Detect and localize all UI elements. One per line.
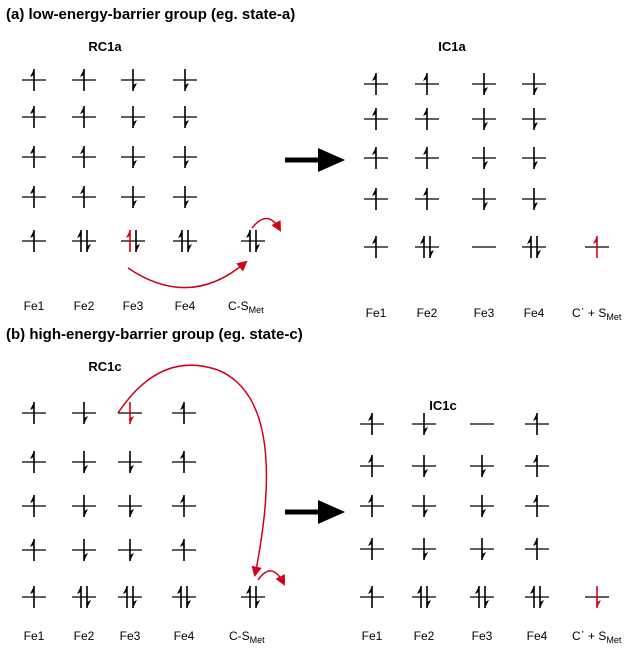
- orbital-level: [360, 538, 384, 560]
- orbital-level: [173, 146, 197, 168]
- orbital-level: [173, 186, 197, 208]
- orbital-level: [173, 230, 197, 252]
- orbital-level: [412, 538, 436, 560]
- orbital-level: [364, 236, 388, 258]
- orbital-level: [522, 73, 546, 95]
- orbital-level: [118, 539, 142, 561]
- orbital-level: [522, 108, 546, 130]
- reaction-arrow-b: [285, 500, 345, 524]
- orbital-level: [412, 495, 436, 517]
- col-label: Fe3: [122, 299, 144, 313]
- orbital-level: [172, 586, 196, 608]
- extra-col-label: $C-S_{Met}$: [228, 299, 264, 315]
- orbital-level: [172, 451, 196, 473]
- col-label: Fe3: [473, 306, 495, 320]
- orbital-level: [470, 455, 494, 477]
- orbital-level: [72, 495, 96, 517]
- panel-a-title: (a) low-energy-barrier group (eg. state-a): [6, 6, 296, 23]
- orbital-level: [22, 69, 46, 91]
- col-label: Fe4: [173, 629, 195, 643]
- orbital-level: [525, 413, 549, 435]
- orbital-level: [364, 188, 388, 210]
- extra-col-label: $C-S_{Met}$: [229, 629, 265, 645]
- col-label: Fe4: [174, 299, 196, 313]
- col-label: Fe1: [23, 629, 45, 643]
- orbital-level: [173, 69, 197, 91]
- panel-a-product-title: IC1a: [438, 39, 466, 54]
- col-label: Fe3: [471, 629, 493, 643]
- col-label: Fe2: [416, 306, 438, 320]
- orbital-level: [364, 108, 388, 130]
- orbital-level: [72, 146, 96, 168]
- bond-cleavage-arrow: [258, 571, 284, 584]
- orbital-level: [470, 538, 494, 560]
- orbital-level: [470, 586, 494, 608]
- orbital-level: [525, 495, 549, 517]
- orbital-level: [472, 73, 496, 95]
- orbital-level: [121, 146, 145, 168]
- orbital-level: [22, 186, 46, 208]
- orbital-level: [522, 236, 546, 258]
- col-label: Fe2: [73, 299, 95, 313]
- orbital-level: [72, 402, 96, 424]
- electron-transfer-arrow: [118, 365, 266, 575]
- orbital-level: [118, 451, 142, 473]
- orbital-level: [241, 586, 265, 608]
- orbital-level: [118, 586, 142, 608]
- orbital-level: [121, 69, 145, 91]
- orbital-level: [72, 586, 96, 608]
- orbital-level: [118, 495, 142, 517]
- orbital-level: [72, 106, 96, 128]
- orbital-level: [22, 230, 46, 252]
- col-label: Fe4: [526, 629, 548, 643]
- orbital-level: [22, 451, 46, 473]
- orbital-level: [22, 495, 46, 517]
- orbital-level: [172, 402, 196, 424]
- orbital-level: [522, 188, 546, 210]
- orbital-level: [415, 73, 439, 95]
- col-label: Fe1: [365, 306, 387, 320]
- panel-a-reactant-title: RC1a: [88, 39, 122, 54]
- orbital-level: [121, 230, 145, 252]
- orbital-level: [241, 230, 265, 252]
- col-label: Fe1: [23, 299, 45, 313]
- extra-col-label: $C\cdot + S_{Met}$: [572, 301, 622, 322]
- orbital-level: [364, 73, 388, 95]
- orbital-level: [22, 106, 46, 128]
- orbital-level: [472, 188, 496, 210]
- orbital-level: [72, 186, 96, 208]
- orbital-level: [412, 413, 436, 435]
- orbital-level: [525, 455, 549, 477]
- orbital-level: [522, 147, 546, 169]
- orbital-level: [72, 451, 96, 473]
- col-label: Fe1: [361, 629, 383, 643]
- orbital-level: [173, 106, 197, 128]
- orbital-level: [360, 455, 384, 477]
- orbital-level: [22, 539, 46, 561]
- orbital-level: [412, 455, 436, 477]
- orbital-level: [472, 147, 496, 169]
- panel-b-product-title: IC1c: [429, 398, 457, 413]
- orbital-level: [415, 236, 439, 258]
- panel-b-reactant-title: RC1c: [88, 359, 122, 374]
- orbital-level: [360, 413, 384, 435]
- orbital-level: [172, 495, 196, 517]
- orbital-level: [412, 586, 436, 608]
- orbital-level: [472, 108, 496, 130]
- orbital-level: [415, 108, 439, 130]
- orbital-level: [172, 539, 196, 561]
- orbital-level: [72, 69, 96, 91]
- orbital-level: [585, 236, 609, 258]
- panel-b-title: (b) high-energy-barrier group (eg. state-c): [6, 326, 303, 343]
- orbital-level: [121, 186, 145, 208]
- orbital-level: [72, 230, 96, 252]
- reaction-arrow-a: [285, 148, 345, 172]
- extra-col-label: $C\cdot + S_{Met}$: [572, 624, 622, 645]
- orbital-level: [525, 538, 549, 560]
- orbital-level: [22, 586, 46, 608]
- orbital-level: [415, 147, 439, 169]
- orbital-level: [118, 402, 142, 424]
- orbital-level: [470, 495, 494, 517]
- orbital-level: [415, 188, 439, 210]
- orbital-level: [22, 146, 46, 168]
- bond-cleavage-arrow: [252, 218, 280, 230]
- col-label: Fe2: [413, 629, 435, 643]
- orbital-level: [360, 495, 384, 517]
- orbital-level: [360, 586, 384, 608]
- orbital-level: [525, 586, 549, 608]
- orbital-level: [364, 147, 388, 169]
- orbital-level: [585, 586, 609, 608]
- orbital-level: [22, 402, 46, 424]
- col-label: Fe4: [523, 306, 545, 320]
- orbital-level: [72, 539, 96, 561]
- col-label: Fe3: [119, 629, 141, 643]
- electron-transfer-arrow: [128, 262, 246, 288]
- col-label: Fe2: [73, 629, 95, 643]
- orbital-level: [121, 106, 145, 128]
